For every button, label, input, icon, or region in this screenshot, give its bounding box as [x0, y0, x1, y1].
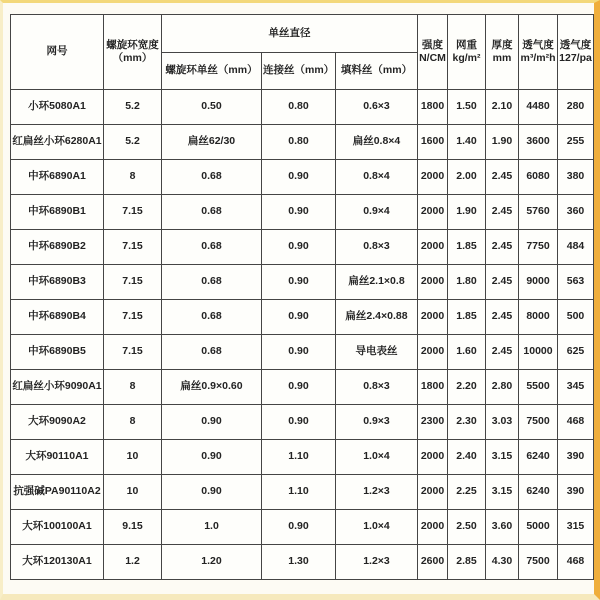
value-cell: 345	[558, 370, 594, 405]
header-thickness	[486, 15, 519, 90]
header-filler-wire: 填料丝（mm）	[336, 53, 418, 90]
value-cell: 1800	[418, 370, 448, 405]
value-cell: 0.68	[162, 195, 262, 230]
value-cell: 390	[558, 440, 594, 475]
value-cell: 2600	[418, 545, 448, 580]
value-cell: 0.80	[262, 90, 336, 125]
value-cell: 0.50	[162, 90, 262, 125]
header-permeability-volume	[519, 15, 558, 90]
mesh-name-cell: 中环6890B1	[11, 195, 104, 230]
value-cell: 2000	[418, 230, 448, 265]
header-mesh-no: 网号	[11, 15, 104, 90]
value-cell: 2.25	[448, 475, 486, 510]
header-label-line: 螺旋环宽度	[106, 38, 159, 51]
mesh-name-cell: 中环6890A1	[11, 160, 104, 195]
table-row	[11, 265, 594, 300]
value-cell: 2300	[418, 405, 448, 440]
value-cell: 6080	[519, 160, 558, 195]
value-cell: 10	[104, 440, 162, 475]
header-spiral-width	[104, 15, 162, 90]
value-cell: 5.2	[104, 90, 162, 125]
value-cell: 0.8×3	[336, 370, 418, 405]
value-cell: 2.40	[448, 440, 486, 475]
value-cell: 1600	[418, 125, 448, 160]
value-cell: 7.15	[104, 335, 162, 370]
header-label-line: 透气度	[522, 38, 554, 51]
value-cell: 6240	[519, 475, 558, 510]
mesh-name-cell: 大环9090A2	[11, 405, 104, 440]
header-label-line: kg/m²	[452, 52, 481, 64]
table-body	[11, 90, 594, 580]
value-cell: 0.90	[262, 300, 336, 335]
value-cell: 1.50	[448, 90, 486, 125]
value-cell: 0.8×3	[336, 230, 418, 265]
mesh-name-cell: 大环100100A1	[11, 510, 104, 545]
header-row-1	[11, 15, 594, 53]
value-cell: 2000	[418, 195, 448, 230]
value-cell: 7.15	[104, 230, 162, 265]
value-cell: 7.15	[104, 195, 162, 230]
value-cell: 360	[558, 195, 594, 230]
value-cell: 1.0×4	[336, 510, 418, 545]
mesh-spec-table	[10, 14, 594, 580]
value-cell: 0.90	[262, 335, 336, 370]
table-row	[11, 440, 594, 475]
value-cell: 0.68	[162, 230, 262, 265]
header-label-line: m³/m²h	[520, 52, 556, 64]
mesh-name-cell: 中环6890B3	[11, 265, 104, 300]
value-cell: 2000	[418, 440, 448, 475]
value-cell: 2.45	[486, 335, 519, 370]
value-cell: 1.10	[262, 475, 336, 510]
value-cell: 6240	[519, 440, 558, 475]
value-cell: 2000	[418, 335, 448, 370]
value-cell: 1.85	[448, 230, 486, 265]
value-cell: 2.45	[486, 195, 519, 230]
header-spiral-mono: 螺旋环单丝（mm）	[162, 53, 262, 90]
value-cell: 扁丝2.1×0.8	[336, 265, 418, 300]
value-cell: 2.45	[486, 300, 519, 335]
value-cell: 扁丝0.8×4	[336, 125, 418, 160]
value-cell: 2.45	[486, 230, 519, 265]
mesh-name-cell: 小环5080A1	[11, 90, 104, 125]
value-cell: 0.9×4	[336, 195, 418, 230]
value-cell: 7.15	[104, 300, 162, 335]
value-cell: 8	[104, 405, 162, 440]
header-label-line: 透气度	[559, 38, 592, 51]
value-cell: 7500	[519, 405, 558, 440]
value-cell: 2.20	[448, 370, 486, 405]
value-cell: 2.45	[486, 160, 519, 195]
header-label-line: 厚度	[491, 38, 513, 51]
table-row	[11, 195, 594, 230]
value-cell: 280	[558, 90, 594, 125]
value-cell: 0.90	[262, 230, 336, 265]
value-cell: 7.15	[104, 265, 162, 300]
value-cell: 1.85	[448, 300, 486, 335]
header-mono-dia-group: 单丝直径	[162, 15, 418, 53]
table-row	[11, 125, 594, 160]
mesh-name-cell: 大环120130A1	[11, 545, 104, 580]
mesh-name-cell: 红扁丝小环9090A1	[11, 370, 104, 405]
value-cell: 484	[558, 230, 594, 265]
table-row	[11, 370, 594, 405]
value-cell: 5.2	[104, 125, 162, 160]
value-cell: 0.68	[162, 265, 262, 300]
table-row	[11, 160, 594, 195]
value-cell: 500	[558, 300, 594, 335]
value-cell: 7500	[519, 545, 558, 580]
value-cell: 1.90	[486, 125, 519, 160]
value-cell: 扁丝0.9×0.60	[162, 370, 262, 405]
value-cell: 1800	[418, 90, 448, 125]
table-row	[11, 475, 594, 510]
value-cell: 8000	[519, 300, 558, 335]
mesh-name-cell: 大环90110A1	[11, 440, 104, 475]
value-cell: 1.20	[162, 545, 262, 580]
mesh-name-cell: 中环6890B2	[11, 230, 104, 265]
value-cell: 0.90	[262, 405, 336, 440]
table-header	[11, 15, 594, 90]
value-cell: 1.10	[262, 440, 336, 475]
table-row	[11, 300, 594, 335]
value-cell: 5760	[519, 195, 558, 230]
value-cell: 1.40	[448, 125, 486, 160]
header-label-line: （mm）	[112, 52, 153, 64]
table-row	[11, 230, 594, 265]
table-row	[11, 510, 594, 545]
value-cell: 255	[558, 125, 594, 160]
value-cell: 2.85	[448, 545, 486, 580]
header-strength	[418, 15, 448, 90]
value-cell: 625	[558, 335, 594, 370]
value-cell: 9.15	[104, 510, 162, 545]
header-weight	[448, 15, 486, 90]
header-label-line: 网重	[456, 38, 477, 51]
value-cell: 2.30	[448, 405, 486, 440]
value-cell: 1.2×3	[336, 475, 418, 510]
header-label-line: N/CM	[419, 52, 446, 64]
table-row	[11, 335, 594, 370]
value-cell: 2000	[418, 160, 448, 195]
value-cell: 0.6×3	[336, 90, 418, 125]
value-cell: 5000	[519, 510, 558, 545]
value-cell: 2000	[418, 510, 448, 545]
value-cell: 3.15	[486, 475, 519, 510]
value-cell: 扁丝2.4×0.88	[336, 300, 418, 335]
value-cell: 8	[104, 370, 162, 405]
value-cell: 导电表丝	[336, 335, 418, 370]
header-label-line: mm	[492, 52, 512, 64]
value-cell: 0.90	[162, 405, 262, 440]
value-cell: 0.9×3	[336, 405, 418, 440]
value-cell: 10	[104, 475, 162, 510]
value-cell: 2000	[418, 475, 448, 510]
value-cell: 0.80	[262, 125, 336, 160]
value-cell: 10000	[519, 335, 558, 370]
value-cell: 1.0×4	[336, 440, 418, 475]
value-cell: 0.68	[162, 335, 262, 370]
value-cell: 0.8×4	[336, 160, 418, 195]
value-cell: 5500	[519, 370, 558, 405]
value-cell: 9000	[519, 265, 558, 300]
value-cell: 4.30	[486, 545, 519, 580]
value-cell: 1.2	[104, 545, 162, 580]
mesh-name-cell: 红扁丝小环6280A1	[11, 125, 104, 160]
header-permeability-pa	[558, 15, 594, 90]
value-cell: 315	[558, 510, 594, 545]
value-cell: 380	[558, 160, 594, 195]
value-cell: 0.90	[262, 510, 336, 545]
value-cell: 3.03	[486, 405, 519, 440]
table-row	[11, 405, 594, 440]
value-cell: 3.60	[486, 510, 519, 545]
table-row	[11, 545, 594, 580]
value-cell: 0.90	[162, 475, 262, 510]
value-cell: 0.90	[262, 370, 336, 405]
value-cell: 0.90	[262, 265, 336, 300]
value-cell: 0.68	[162, 160, 262, 195]
value-cell: 1.60	[448, 335, 486, 370]
value-cell: 2.50	[448, 510, 486, 545]
mesh-name-cell: 中环6890B4	[11, 300, 104, 335]
header-connect-wire: 连接丝（mm）	[262, 53, 336, 90]
mesh-name-cell: 抗强碱PA90110A2	[11, 475, 104, 510]
header-label-line: 强度	[422, 38, 443, 51]
mesh-name-cell: 中环6890B5	[11, 335, 104, 370]
value-cell: 1.30	[262, 545, 336, 580]
table-row	[11, 90, 594, 125]
value-cell: 2000	[418, 265, 448, 300]
value-cell: 3600	[519, 125, 558, 160]
value-cell: 0.90	[162, 440, 262, 475]
value-cell: 3.15	[486, 440, 519, 475]
value-cell: 扁丝62/30	[162, 125, 262, 160]
value-cell: 2000	[418, 300, 448, 335]
header-label-line: 127/pa	[559, 52, 592, 64]
value-cell: 468	[558, 545, 594, 580]
value-cell: 7750	[519, 230, 558, 265]
value-cell: 2.45	[486, 265, 519, 300]
value-cell: 0.90	[262, 195, 336, 230]
value-cell: 390	[558, 475, 594, 510]
value-cell: 2.10	[486, 90, 519, 125]
value-cell: 0.90	[262, 160, 336, 195]
value-cell: 2.80	[486, 370, 519, 405]
value-cell: 2.00	[448, 160, 486, 195]
value-cell: 8	[104, 160, 162, 195]
value-cell: 1.90	[448, 195, 486, 230]
value-cell: 1.2×3	[336, 545, 418, 580]
value-cell: 1.80	[448, 265, 486, 300]
value-cell: 0.68	[162, 300, 262, 335]
value-cell: 4480	[519, 90, 558, 125]
value-cell: 563	[558, 265, 594, 300]
value-cell: 1.0	[162, 510, 262, 545]
value-cell: 468	[558, 405, 594, 440]
